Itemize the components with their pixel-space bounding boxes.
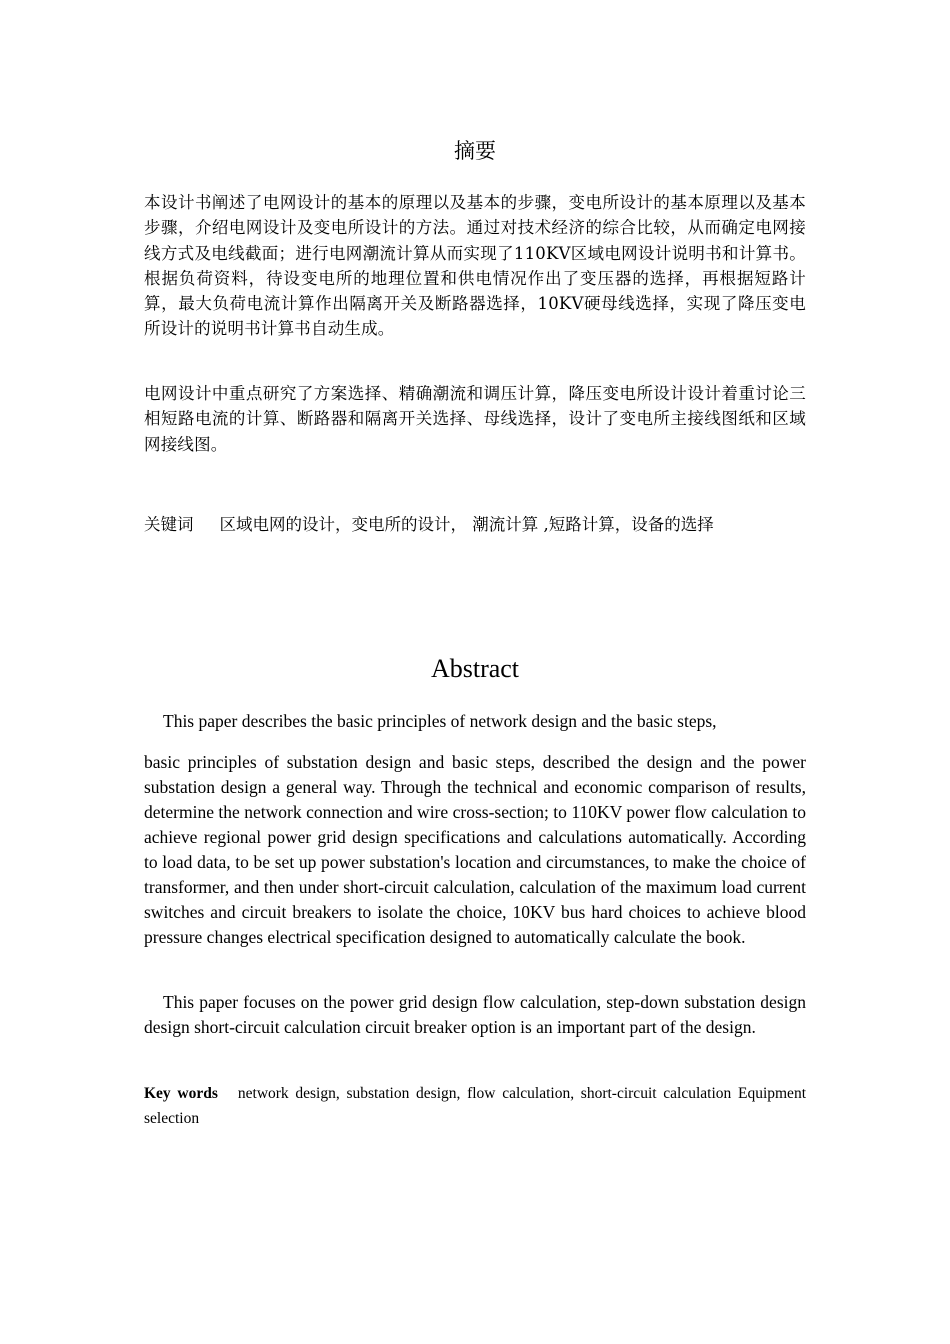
- english-keywords: [144, 1081, 806, 1131]
- english-abstract-paragraph-1: This paper describes the basic principles of network design and the basic steps,: [163, 711, 717, 731]
- chinese-keywords: [144, 513, 806, 537]
- english-abstract-title: Abstract: [430, 654, 520, 683]
- english-keywords-label: Key words: [144, 1085, 218, 1102]
- chinese-keywords-text: 区域电网的设计，变电所的设计， 潮流计算 ,短路计算，设备的选择: [219, 515, 714, 534]
- english-abstract-paragraph-2: basic principles of substation design and basic steps, described the design and the power substation design a general way. Through the technical and economic comparison of results, determine the network connection and wire cross-section; to 110KV power flow calculation to achieve regional power grid design specifications and calculations automatically. According to load data, to be set up power substation's location and circumstances, to make the choice of transformer, and then under short-circuit calculation, calculation of the maximum load current switches and circuit breakers to isolate the choice, 10KV bus hard choices to achieve blood pressure changes electrical specification designed to automatically calculate the book.: [144, 752, 806, 947]
- chinese-abstract-paragraph-2: 电网设计中重点研究了方案选择、精确潮流和调压计算，降压变电所设计设计着重讨论三相短路电流的计算、断路器和隔离开关选择、母线选择，设计了变电所主接线图纸和区域网接线图。: [144, 384, 806, 454]
- chinese-abstract-title: 摘要: [454, 139, 496, 163]
- chinese-abstract-paragraph-1: 本设计书阐述了电网设计的基本的原理以及基本的步骤，变电所设计的基本原理以及基本步骤，介绍电网设计及变电所设计的方法。通过对技术经济的综合比较，从而确定电网接线方式及电线截面；进行电网潮流计算从而实现了110KV区域电网设计说明书和计算书。根据负荷资料，待设变电所的地理位置和供电情况作出了变压器的选择，再根据短路计算，最大负荷电流计算作出隔离开关及断路器选择，10KV硬母线选择，实现了降压变电所设计的说明书计算书自动生成。: [144, 193, 806, 339]
- english-keywords-text: network design, substation design, flow calculation, short-circuit calculation Equipment selection: [144, 1085, 806, 1127]
- english-abstract-paragraph-3: This paper focuses on the power grid design flow calculation, step-down substation design design short-circuit calculation circuit breaker option is an important part of the design.: [144, 992, 806, 1037]
- chinese-keywords-label: 关键词: [144, 515, 194, 534]
